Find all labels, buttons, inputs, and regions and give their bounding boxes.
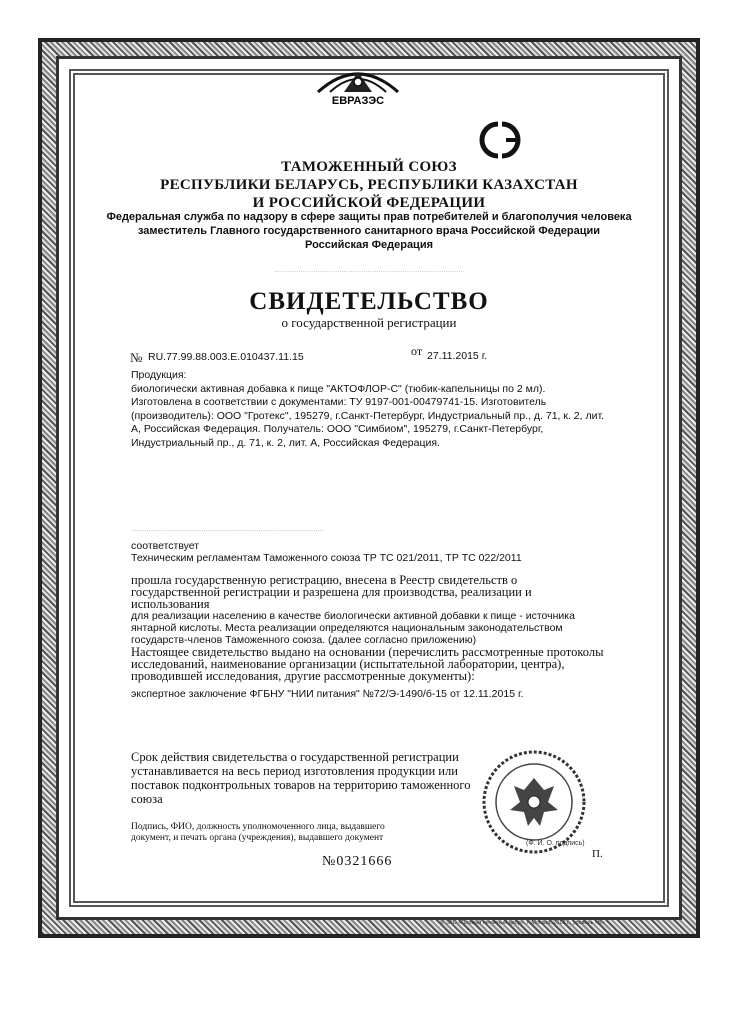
- product-heading: Продукция:: [131, 369, 187, 381]
- date-label: от: [411, 344, 423, 358]
- header-line-1: ТАМОЖЕННЫЙ СОЮЗ: [281, 159, 457, 175]
- validity-text: Срок действия свидетельства о государственной регистрации устанавливается на весь период изготовления продукции или поставок подконтрольных товаров на территорию таможенного союза: [131, 750, 471, 806]
- registration-text: прошла государственную регистрацию, внесена в Реестр свидетельств о государственной регистрации и разрешена для производства, реализации и использования: [131, 573, 532, 611]
- conformity-heading: соответствует: [131, 540, 200, 552]
- eurasec-emblem-icon: [310, 62, 406, 108]
- customs-union-mark-icon: [468, 118, 532, 162]
- document-title: СВИДЕТЕЛЬСТВО: [249, 288, 489, 315]
- conformity-section: [131, 540, 607, 564]
- expert-conclusion: экспертное заключение ФГБНУ "НИИ питания" №72/Э-1490/б-15 от 12.11.2015 г.: [131, 688, 524, 700]
- issuer-header: [100, 158, 638, 212]
- signer-name: (Ф. И. О. подпись): [526, 840, 585, 847]
- service-line-1: Федеральная служба по надзору в сфере защиты прав потребителей и благополучия человека: [106, 211, 632, 223]
- product-section: [131, 369, 607, 451]
- product-description: биологически активная добавка к пище "АКТОФЛОР-С" (тюбик-капельницы по 2 мл). Изготовлена в соответствии с документами: ТУ 9197-001-00479741-15. Изготовитель (производитель): ООО "Гротекс", 195279, г.Санкт-Петербург, Индустриальный пр., д. 71, к. 2, лит. А, Российская Федерация. Получатель: ООО "Симбиом", 195279, г.Санкт-Петербург, Индустриальный пр., д. 71, к. 2, лит. А, Российская Федерация.: [131, 382, 605, 449]
- basis-text: Настоящее свидетельство выдано на основании (перечислить рассмотренные протоколы исследований, наименование организации (испытательной лаборатории, центра), проводившей исследования, другие рассмотренные документы):: [131, 645, 604, 683]
- header-line-2: РЕСПУБЛИКИ БЕЛАРУСЬ, РЕСПУБЛИКИ КАЗАХСТАН: [160, 177, 578, 193]
- issue-date: 27.11.2015 г.: [427, 350, 488, 362]
- service-line-2: заместитель Главного государственного санитарного врача Российской Федерации: [137, 225, 601, 237]
- form-number: №0321666: [322, 854, 393, 869]
- conformity-text: Техническим регламентам Таможенного союза ТР ТС 021/2011, ТР ТС 022/2011: [131, 552, 522, 564]
- usage-text: для реализации населению в качестве биологически активной добавки к пище - источника янтарной кислоты. Места реализации определяются национальным законодательством государств-членов Таможенного союза. (далее согласно приложению): [131, 610, 575, 646]
- emblem-label: ЕВРАЗЭС: [331, 95, 385, 107]
- header-line-3: И РОССИЙСКОЙ ФЕДЕРАЦИИ: [252, 195, 486, 211]
- number-label: №: [130, 350, 143, 365]
- document-subtitle: о государственной регистрации: [281, 315, 457, 330]
- faint-guideline: ························································································: [274, 269, 466, 275]
- service-line-3: Российская Федерация: [305, 239, 433, 251]
- registration-section: [131, 574, 607, 700]
- issuing-service: [100, 210, 638, 252]
- signer-letter: П.: [592, 848, 603, 860]
- faint-guideline-2: ··································································································: [131, 528, 324, 534]
- signature-caption: Подпись, ФИО, должность уполномоченного лица, выдавшего документ, и печать органа (учреждения), выдавшего документ: [131, 822, 385, 843]
- printer-imprint: © ЗАО «Первый печатный двор», г. Москва, 2013 г., уровень «В»: [440, 920, 605, 926]
- registration-number: RU.77.99.88.003.E.010437.11.15: [148, 351, 304, 363]
